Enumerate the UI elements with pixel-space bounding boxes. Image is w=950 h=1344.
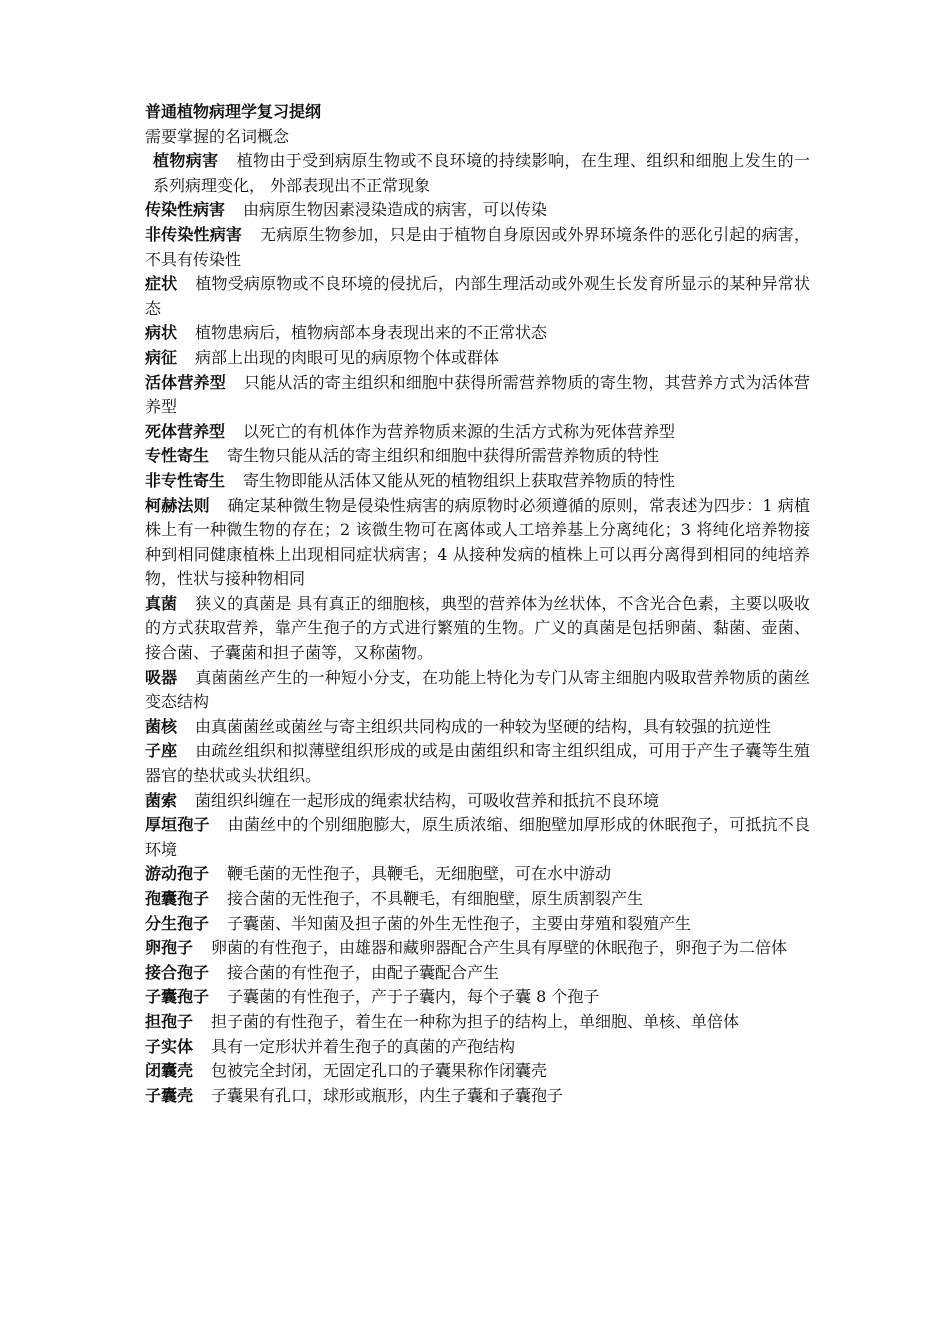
glossary-definition: 以死亡的有机体作为营养物质来源的生活方式称为死体营养型 (243, 421, 676, 441)
glossary-entry (145, 592, 810, 666)
glossary-entry (145, 321, 810, 346)
glossary-definition: 病部上出现的肉眼可见的病原物个体或群体 (195, 347, 500, 367)
glossary-entry (145, 813, 810, 862)
glossary-definition: 鞭毛菌的无性孢子，具鞭毛，无细胞壁，可在水中游动 (227, 864, 612, 884)
glossary-term: 厚垣孢子 (145, 815, 210, 835)
glossary-term: 死体营养型 (145, 421, 226, 441)
glossary-term: 植物病害 (153, 151, 219, 171)
glossary-entry (145, 887, 810, 912)
glossary-term: 病征 (145, 347, 178, 367)
glossary-term: 传染性病害 (145, 200, 226, 220)
glossary-entry (145, 961, 810, 986)
glossary-entry (145, 862, 810, 887)
glossary-term: 游动孢子 (145, 864, 210, 884)
glossary-definition: 接合菌的有性孢子，由配子囊配合产生 (227, 962, 500, 982)
document-title: 普通植物病理学复习提纲 (145, 102, 322, 121)
glossary-definition: 寄生物只能从活的寄主组织和细胞中获得所需营养物质的特性 (227, 446, 660, 466)
glossary-definition: 由真菌菌丝或菌丝与寄主组织共同构成的一种较为坚硬的结构，具有较强的抗逆性 (195, 716, 772, 736)
glossary-definition: 狭义的真菌是 具有真正的细胞核，典型的营养体为丝状体，不含光合色素，主要以吸收的方式获取营养，靠产生孢子的方式进行繁殖的生物。广义的真菌是包括卵菌、黏菌、壶菌、接合菌、子囊菌和担子菌等，又称菌物。 (145, 593, 810, 663)
glossary-definition: 植物由于受到病原生物或不良环境的持续影响，在生理、组织和细胞上发生的一系列病理变化， 外部表现出不正常现象 (153, 151, 810, 195)
glossary-term: 子实体 (145, 1036, 194, 1056)
glossary-entry (145, 494, 810, 592)
glossary-term: 闭囊壳 (145, 1061, 194, 1081)
glossary-term: 分生孢子 (145, 913, 210, 933)
glossary-entry (145, 1035, 810, 1060)
glossary-entry (145, 420, 810, 445)
glossary-entry (145, 371, 810, 420)
glossary-entry (145, 223, 810, 272)
glossary-definition: 植物受病原物或不良环境的侵扰后，内部生理活动或外观生长发育所显示的某种异常状态 (145, 274, 810, 318)
glossary-term: 菌核 (145, 716, 178, 736)
glossary-term: 子座 (145, 741, 178, 761)
glossary-entry (145, 666, 810, 715)
glossary-definition: 具有一定形状并着生孢子的真菌的产孢结构 (211, 1036, 516, 1056)
glossary-entry (145, 715, 810, 740)
glossary-definition: 子囊果有孔口，球形或瓶形，内生子囊和子囊孢子 (211, 1085, 564, 1105)
glossary-term: 活体营养型 (145, 372, 226, 392)
glossary-definition: 接合菌的无性孢子，不具鞭毛，有细胞壁，原生质割裂产生 (227, 889, 644, 908)
glossary-entry (145, 1084, 810, 1109)
glossary-term: 吸器 (145, 667, 178, 687)
glossary-definition: 包被完全封闭，无固定孔口的子囊果称作闭囊壳 (211, 1061, 548, 1081)
glossary-definition: 菌组织纠缠在一起形成的绳索状结构，可吸收营养和抵抗不良环境 (195, 790, 660, 810)
glossary-term: 柯赫法则 (145, 495, 210, 515)
glossary-definition: 确定某种微生物是侵染性病害的病原物时必须遵循的原则，常表述为四步：1 病植株上有一种微生物的存在；2 该微生物可在离体或人工培养基上分离纯化；3 将纯化培养物接种到相同健康植株上出现相同症状病害；4 从接种发病的植株上可以再分离得到相同的纯培养物，性状与接种物相同 (145, 495, 810, 589)
glossary-definition: 子囊菌、半知菌及担子菌的外生无性孢子，主要由芽殖和裂殖产生 (227, 913, 692, 933)
glossary-entry (145, 198, 810, 223)
glossary-entry (145, 912, 810, 937)
glossary-definition: 无病原生物参加，只是由于植物自身原因或外界环境条件的恶化引起的病害，不具有传染性 (145, 224, 810, 269)
glossary-definition: 由病原生物因素浸染造成的病害，可以传染 (243, 200, 548, 220)
glossary-list (145, 149, 810, 1108)
glossary-entry (145, 469, 810, 494)
glossary-entry (145, 444, 810, 469)
glossary-entry (145, 985, 810, 1010)
document-page (145, 100, 810, 1108)
glossary-definition: 真菌菌丝产生的一种短小分支，在功能上特化为专门从寄主细胞内吸取营养物质的菌丝变态结构 (145, 667, 810, 712)
glossary-entry (145, 739, 810, 788)
glossary-entry (145, 149, 810, 198)
glossary-term: 卵孢子 (145, 938, 194, 958)
glossary-definition: 寄生物即能从活体又能从死的植物组织上获取营养物质的特性 (243, 470, 676, 490)
glossary-term: 非专性寄生 (145, 470, 226, 490)
glossary-term: 病状 (145, 323, 178, 343)
glossary-term: 真菌 (145, 593, 178, 613)
glossary-entry (145, 1010, 810, 1035)
glossary-term: 子囊壳 (145, 1085, 194, 1105)
glossary-entry (145, 789, 810, 814)
glossary-definition: 只能从活的寄主组织和细胞中获得所需营养物质的寄生物，其营养方式为活体营养型 (145, 372, 810, 417)
section-subtitle: 需要掌握的名词概念 (145, 126, 290, 146)
glossary-term: 非传染性病害 (145, 224, 243, 244)
glossary-term: 担孢子 (145, 1011, 194, 1031)
glossary-definition: 由疏丝组织和拟薄壁组织形成的或是由菌组织和寄主组织组成，可用于产生子囊等生殖器官的垫状或头状组织。 (145, 741, 810, 786)
glossary-term: 子囊孢子 (145, 987, 210, 1007)
glossary-entry (145, 272, 810, 321)
glossary-entry (145, 936, 810, 961)
glossary-entry (145, 346, 810, 371)
glossary-entry (145, 1059, 810, 1084)
glossary-definition: 由菌丝中的个别细胞膨大，原生质浓缩、细胞壁加厚形成的休眠孢子，可抵抗不良环境 (145, 815, 810, 859)
glossary-definition: 子囊菌的有性孢子，产于子囊内，每个子囊 8 个孢子 (227, 987, 600, 1007)
glossary-definition: 担子菌的有性孢子，着生在一种称为担子的结构上，单细胞、单核、单倍体 (211, 1011, 740, 1031)
glossary-term: 菌索 (145, 790, 178, 810)
glossary-definition: 植物患病后，植物病部本身表现出来的不正常状态 (195, 323, 548, 343)
glossary-term: 接合孢子 (145, 962, 210, 982)
glossary-definition: 卵菌的有性孢子，由雄器和藏卵器配合产生具有厚壁的休眠孢子，卵孢子为二倍体 (211, 938, 788, 958)
glossary-term: 专性寄生 (145, 446, 210, 466)
glossary-term: 症状 (145, 274, 178, 294)
glossary-term: 孢囊孢子 (145, 889, 210, 908)
